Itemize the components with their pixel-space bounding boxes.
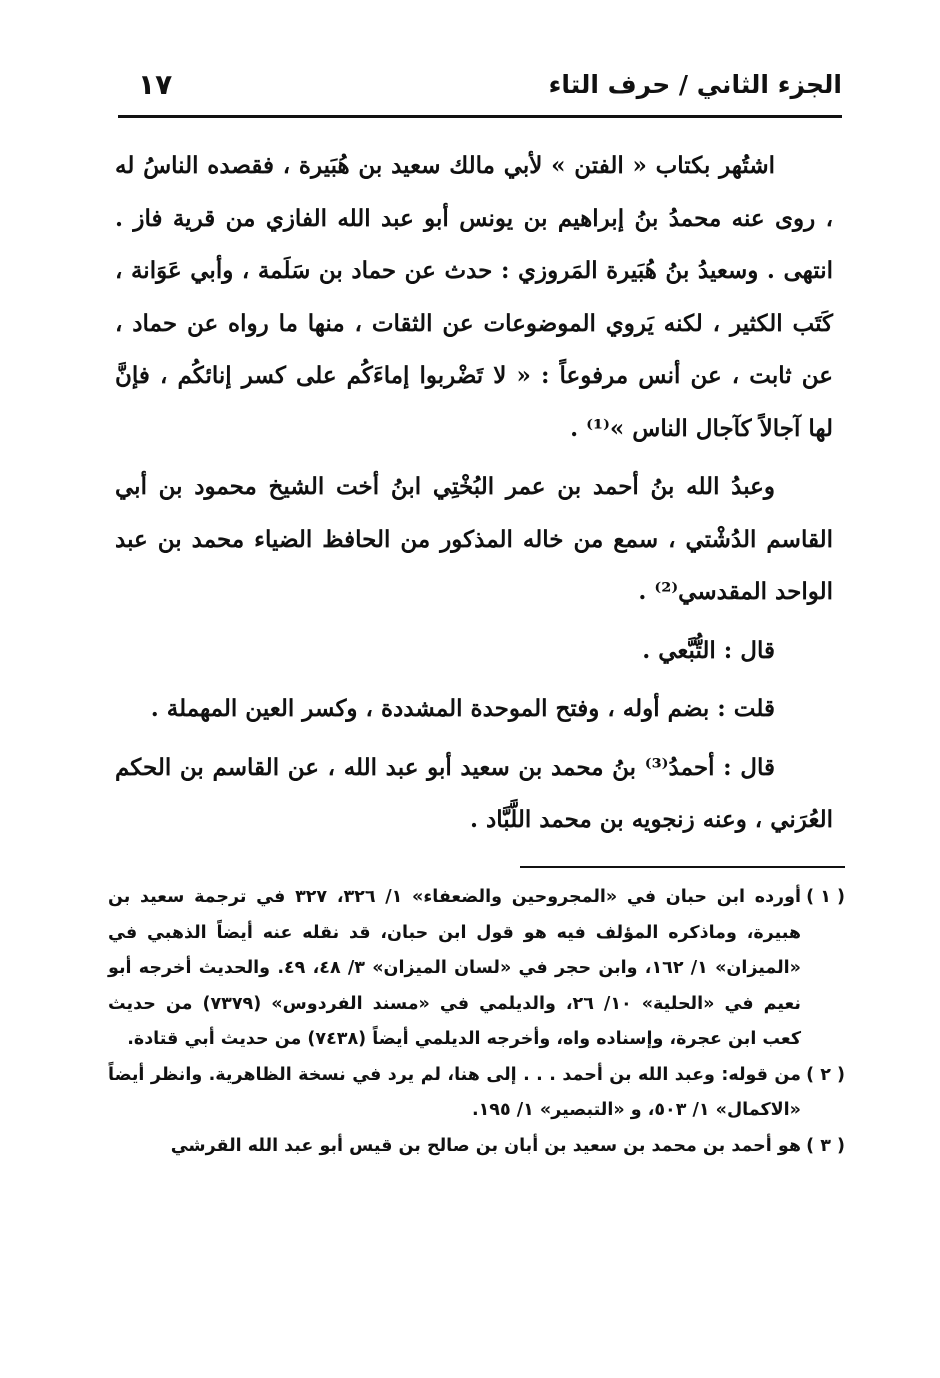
paragraph-qal-tubbai: قال : التُّبَّعي . [642, 636, 775, 664]
footnote-divider [520, 866, 845, 868]
running-header [118, 58, 842, 118]
footnote-1 [108, 880, 845, 1058]
paragraph-ahmad-ibn-muhammad: قال : أحمدُ⁽³⁾ بنُ محمد بن سعيد أبو عبد الله ، عن القاسم بن الحكم العُرَني ، وعنه زنجويه بن محمد اللَّبَّاد . [115, 753, 833, 833]
footnote-marker: ( ٣ ) [806, 1135, 845, 1156]
footnote-marker: ( ١ ) [806, 887, 845, 907]
main-text [115, 140, 833, 847]
paragraph-said-ibn-hubayra: اشتُهر بكتاب « الفتن » لأبي مالك سعيد بن هُبَيرة ، فقصده الناسُ له ، روى عنه محمدُ بنُ إبراهيم بن يونس أبو عبد الله الفازي من قرية فاز . انتهى . وسعيدُ بنُ هُبَيرة المَروزي : حدث عن حماد بن سَلَمة ، وأبي عَوَانة ، كَتَب الكثير ، لكنه يَروي الموضوعات عن الثقات ، منها ما رواه عن حماد ، عن ثابت ، عن أنس مرفوعاً : « لا تَضْربوا إماءَكُم على كسر إنائكُم ، فإنَّ لها آجالاً كآجال الناس »⁽¹⁾ . [115, 152, 833, 442]
footnote-text: أورده ابن حبان في «المجروحين والضعفاء» ١/ ٣٢٦، ٣٢٧ في ترجمة سعيد بن هبيرة، وماذكره المؤلف فيه هو قول ابن حبان، قد نقله عنه أيضاً الذهبي في «الميزان» ١/ ١٦٢، وابن حجر في «لسان الميزان» ٣/ ٤٨، ٤٩. والحديث أخرجه أبو نعيم في «الحلية» ١٠/ ٢٦، والديلمي في «مسند الفردوس» (٧٣٧٩) من حديث كعب ابن عجرة، وإسناده واه، وأخرجه الديلمي أيضاً (٧٤٣٨) من حديث أبي قتادة. [108, 887, 802, 1049]
header-title: الجزء الثاني / حرف التاء [548, 70, 842, 99]
footnote-text: من قوله: وعبد الله بن أحمد . . . إلى هنا، لم يرد في نسخة الظاهرية. وانظر أيضاً «الاكمال» ١/ ٥٠٣، و «التبصير» ١/ ١٩٥. [108, 1064, 801, 1120]
footnote-marker: ( ٢ ) [806, 1064, 845, 1085]
paragraph-abdullah-ibn-ahmad: وعبدُ الله بنُ أحمد بن عمر البُخْتِي ابنُ أخت الشيخ محمود بن أبي القاسم الدُشْتي ، سمع من خاله المذكور من الحافظ الضياء محمد بن عبد الواحد المقدسي⁽²⁾ . [115, 473, 833, 605]
footnote-text: هو أحمد بن محمد بن سعيد بن أبان بن صالح بن قيس أبو عبد الله القرشي [170, 1135, 801, 1156]
footnote-3 [108, 1129, 845, 1165]
paragraph-qult: قلت : بضم أوله ، وفتح الموحدة المشددة ، وكسر العين المهملة . [150, 695, 775, 722]
header-divider [118, 115, 842, 118]
page-number: ١٧ [138, 68, 173, 101]
footnotes [108, 880, 845, 1164]
footnote-2 [108, 1058, 845, 1129]
